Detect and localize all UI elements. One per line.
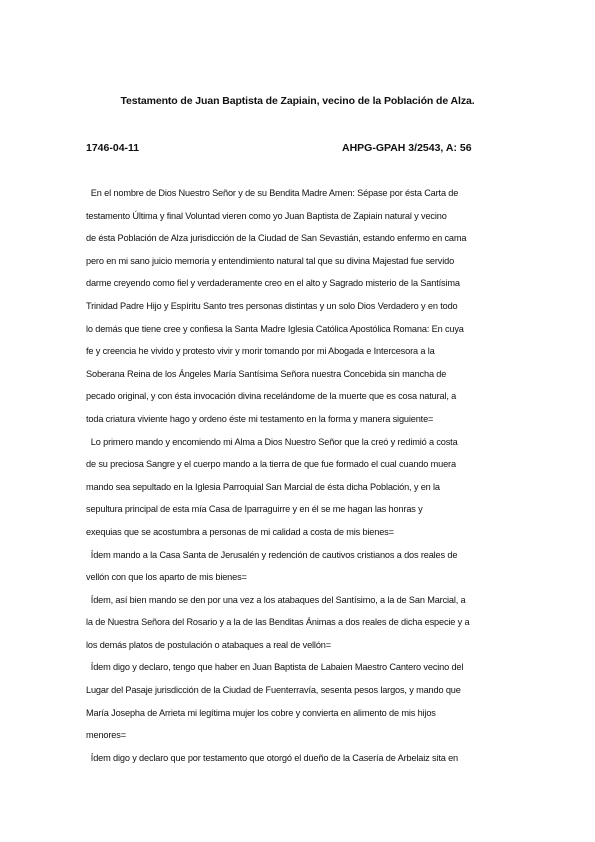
body-text-line: menores= bbox=[86, 730, 126, 741]
body-text-line: María Josepha de Arrieta mi legítima mujer los cobre y convierta en alimento de mis hijos bbox=[86, 707, 436, 718]
body-text-line: Ídem, así bien mando se den por una vez a los atabaques del Santísimo, a la de San Marcial, a bbox=[86, 594, 466, 605]
body-text-line: Ídem digo y declaro que por testamento que otorgó el dueño de la Casería de Arbelaiz sita en bbox=[86, 752, 459, 763]
document-body bbox=[86, 182, 516, 769]
body-text-line: lo demás que tiene cree y confiesa la Santa Madre Iglesia Católica Apostólica Romana: En cuya bbox=[86, 323, 464, 334]
body-text-line: pecado original, y con ésta invocación divina recelándome de la muerte que es cosa natural, a bbox=[86, 391, 457, 402]
body-text-line: Lugar del Pasaje jurisdicción de la Ciudad de Fuenterravía, sesenta pesos largos, y mando que bbox=[86, 685, 461, 696]
body-text-line: Lo primero mando y encomiendo mi Alma a Dios Nuestro Señor que la creó y redimió a costa bbox=[86, 436, 458, 447]
document-title: Testamento de Juan Baptista de Zapiain, vecino de la Población de Alza. bbox=[120, 95, 475, 107]
body-text-line: fe y creencia he vivido y protesto vivir y morir tomando por mi Abogada e Intercesora a la bbox=[86, 346, 435, 357]
body-text-line: Soberana Reina de los Ángeles María Santísima Señora nuestra Concebida sin mancha de bbox=[86, 368, 447, 379]
body-text-line: la de Nuestra Señora del Rosario y a la de las Benditas Ánimas a dos reales de dicha especie y a bbox=[86, 617, 470, 628]
document-reference: AHPG-GPAH 3/2543, A: 56 bbox=[342, 142, 472, 154]
body-text-line: de ésta Población de Alza jurisdicción de la Ciudad de San Sevastián, estando enfermo en cama bbox=[86, 233, 467, 244]
body-text-line: los demás platos de postulación o atabaques a real de vellón= bbox=[86, 639, 331, 650]
body-text-line: vellón con que los aparto de mis bienes= bbox=[86, 572, 247, 583]
body-text-line: toda criatura viviente hago y ordeno éste mi testamento en la forma y manera siguiente= bbox=[86, 413, 434, 424]
body-text-line: de su preciosa Sangre y el cuerpo mando a la tierra de que fue formado el cual cuando muera bbox=[86, 459, 456, 470]
body-text-line: darme creyendo como fiel y verdaderamente creo en el alto y Sagrado misterio de la Santísima bbox=[86, 278, 460, 289]
body-text-line: testamento Última y final Voluntad vieren como yo Juan Baptista de Zapiain natural y vecino bbox=[86, 210, 447, 221]
body-text-line: mando sea sepultado en la Iglesia Parroquial San Marcial de ésta dicha Población, y en la bbox=[86, 481, 440, 492]
body-text-line: exequias que se acostumbra a personas de mi calidad a costa de mis bienes= bbox=[86, 526, 394, 537]
body-text-line: Ídem digo y declaro, tengo que haber en Juan Baptista de Labaien Maestro Cantero vecino del bbox=[86, 662, 464, 673]
body-text-line: Trinidad Padre Hijo y Espíritu Santo tres personas distintas y un solo Dios Verdadero y en todo bbox=[86, 300, 458, 311]
body-text-line: pero en mi sano juicio memoria y entendimiento natural tal que su divina Majestad fue servido bbox=[86, 255, 455, 266]
body-text-line: sepultura principal de esta mía Casa de Iparraguirre y en él se me hagan las honras y bbox=[86, 504, 423, 515]
document-date: 1746-04-11 bbox=[86, 142, 140, 154]
body-text-line: En el nombre de Dios Nuestro Señor y de su Bendita Madre Amen: Sépase por ésta Carta de bbox=[86, 188, 459, 198]
body-text-line: Ídem mando a la Casa Santa de Jerusalén y redención de cautivos cristianos a dos reales de bbox=[86, 549, 458, 560]
